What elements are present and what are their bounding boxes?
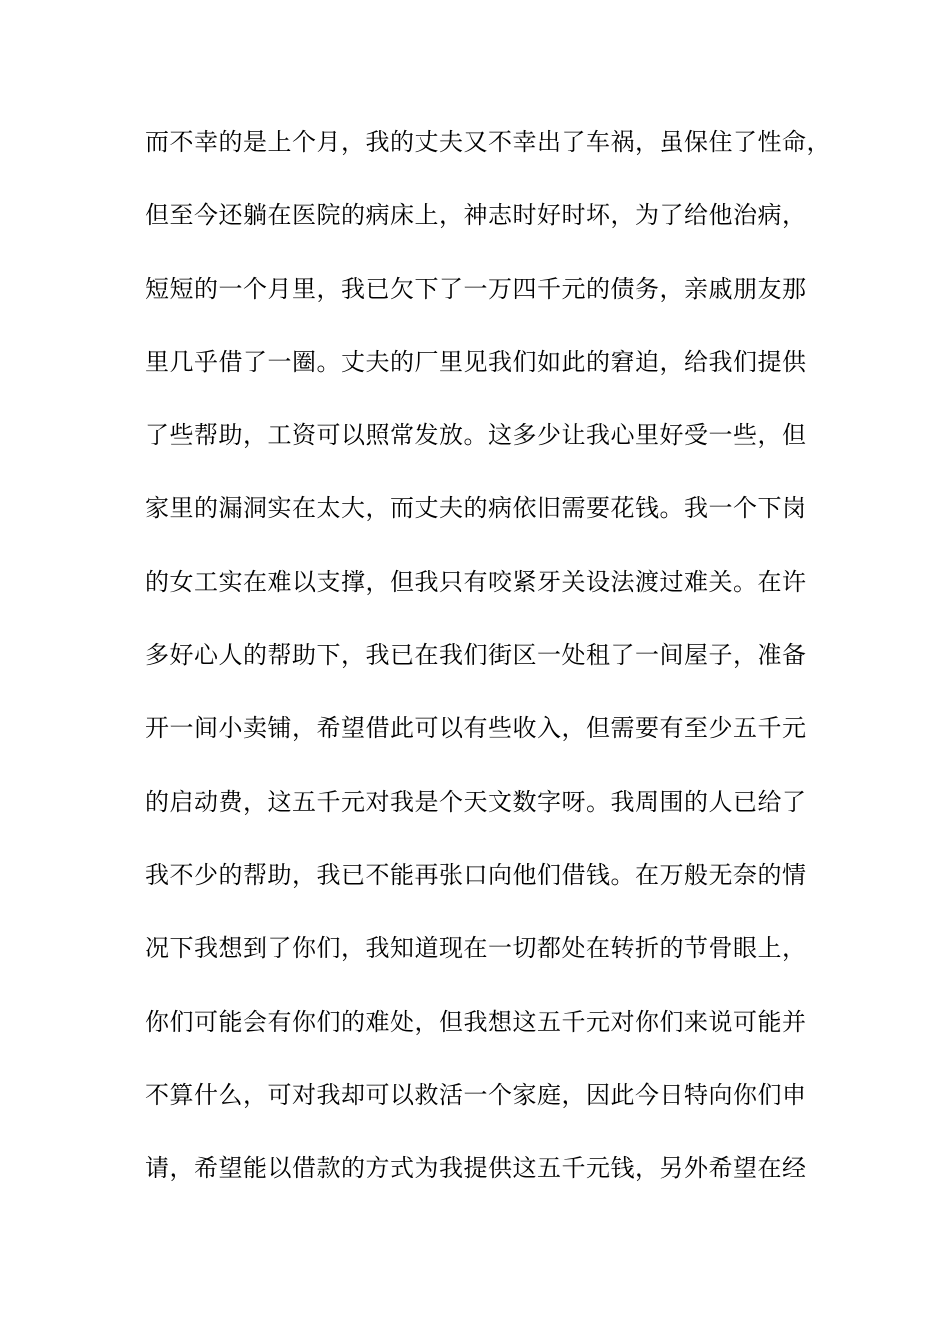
text-line-2: 但至今还躺在医院的病床上，神志时好时坏，为了给他治病， <box>145 201 807 230</box>
text-line-1: 而不幸的是上个月，我的丈夫又不幸出了车祸，虽保住了性命， <box>145 128 831 156</box>
text-line-7: 的女工实在难以支撑，但我只有咬紧牙关设法渡过难关。在许 <box>145 567 807 596</box>
letter-body <box>145 130 845 1229</box>
text-line-10: 的启动费，这五千元对我是个天文数字呀。我周围的人已给了 <box>145 787 807 816</box>
text-line-8: 多好心人的帮助下，我已在我们街区一处租了一间屋子，准备 <box>145 641 807 670</box>
text-line-11: 我不少的帮助，我已不能再张口向他们借钱。在万般无奈的情 <box>145 860 807 889</box>
text-line-6: 家里的漏洞实在太大，而丈夫的病依旧需要花钱。我一个下岗 <box>145 494 807 523</box>
text-line-12: 况下我想到了你们，我知道现在一切都处在转折的节骨眼上， <box>145 934 807 963</box>
text-line-4: 里几乎借了一圈。丈夫的厂里见我们如此的窘迫，给我们提供 <box>145 347 807 376</box>
text-line-13: 你们可能会有你们的难处，但我想这五千元对你们来说可能并 <box>145 1007 807 1036</box>
text-line-15: 请，希望能以借款的方式为我提供这五千元钱，另外希望在经 <box>145 1154 807 1183</box>
text-line-5: 了些帮助，工资可以照常发放。这多少让我心里好受一些，但 <box>145 421 807 450</box>
text-line-14: 不算什么，可对我却可以救活一个家庭，因此今日特向你们申 <box>145 1080 807 1109</box>
text-line-9: 开一间小卖铺，希望借此可以有些收入，但需要有至少五千元 <box>145 714 807 743</box>
text-line-3: 短短的一个月里，我已欠下了一万四千元的债务，亲戚朋友那 <box>145 274 807 303</box>
